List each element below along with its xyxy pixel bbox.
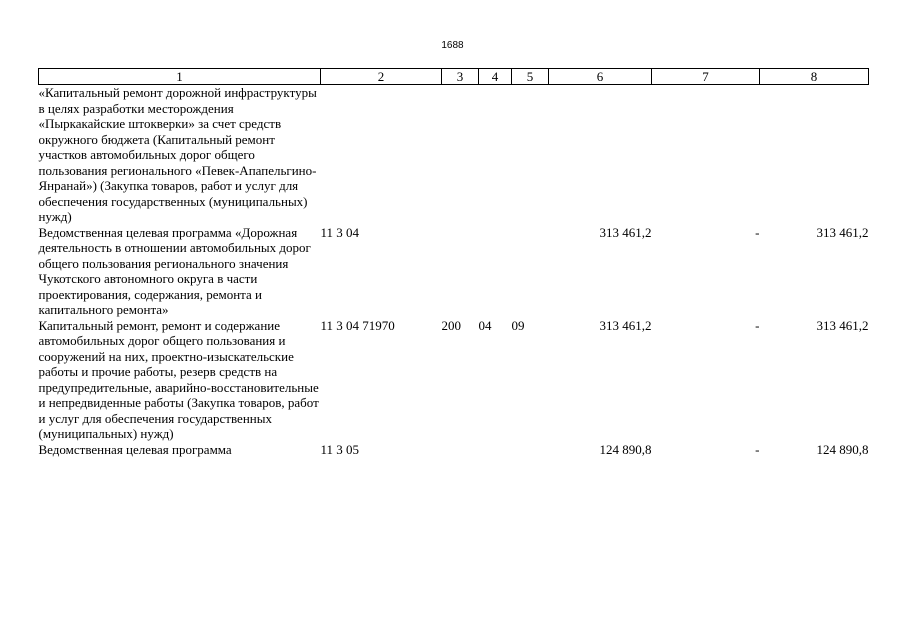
header-row xyxy=(39,69,869,85)
table-row xyxy=(39,225,869,318)
row-sum-col8-cell: 313 461,2 xyxy=(816,224,869,240)
column-header-2: 2 xyxy=(321,69,442,85)
row-code-cell: 11 3 05 xyxy=(320,441,360,457)
page-number: 1688 xyxy=(441,40,464,51)
row-sum-col6-cell xyxy=(549,85,652,225)
row-vr-cell xyxy=(442,225,479,318)
column-header-8: 8 xyxy=(760,69,869,85)
row-rz-cell xyxy=(479,85,512,225)
row-sum-col6-cell: 124 890,8 xyxy=(599,441,652,457)
table-row xyxy=(39,442,869,458)
column-header-6: 6 xyxy=(549,69,652,85)
row-pr-cell xyxy=(512,442,549,458)
row-rz-cell: 04 xyxy=(478,317,492,333)
row-name-cell: Капитальный ремонт, ремонт и содержание автомобильных дорог общего пользования и сооружений на них, проектно-изыскательские работы и прочие работы, резерв средств на предупредительные, аварийно-восстановительные и непредвиденные работы (Закупка товаров, работ и услуг для обеспечения государственных (муниципальных) нужд) xyxy=(38,317,319,441)
row-code-cell: 11 3 04 xyxy=(320,224,360,240)
budget-table xyxy=(38,68,869,457)
row-sum-col7-cell: - xyxy=(755,441,760,457)
row-code-cell xyxy=(321,85,442,225)
column-header-1: 1 xyxy=(39,69,321,85)
row-code-cell: 11 3 04 71970 xyxy=(320,317,395,333)
row-pr-cell: 09 xyxy=(511,317,525,333)
column-header-3: 3 xyxy=(442,69,479,85)
row-name-cell: Ведомственная целевая программа xyxy=(38,441,232,457)
row-rz-cell xyxy=(479,225,512,318)
row-sum-col7-cell: - xyxy=(755,224,760,240)
column-header-4: 4 xyxy=(479,69,512,85)
row-vr-cell xyxy=(442,85,479,225)
row-sum-col8-cell: 313 461,2 xyxy=(816,317,869,333)
column-header-7: 7 xyxy=(652,69,760,85)
row-vr-cell xyxy=(442,442,479,458)
row-sum-col7-cell: - xyxy=(755,317,760,333)
row-sum-col6-cell: 313 461,2 xyxy=(599,317,652,333)
table-row xyxy=(39,318,869,442)
row-sum-col8-cell: 124 890,8 xyxy=(816,441,869,457)
row-pr-cell xyxy=(512,225,549,318)
table-row xyxy=(39,85,869,225)
row-rz-cell xyxy=(479,442,512,458)
row-name-cell: Ведомственная целевая программа «Дорожная деятельность в отношении автомобильных дорог общего пользования регионального значения Чукотского автономного округа в части проектирования, содержания, ремонта и капитального ремонта» xyxy=(38,224,311,317)
row-sum-col7-cell xyxy=(652,85,760,225)
row-name-cell: «Капитальный ремонт дорожной инфраструктуры в целях разработки месторождения «Пыркакайские штокверки» за счет средств окружного бюджета (Капитальный ремонт участков автомобильных дорог общего пользования регионального «Певек-Апапельгино-Янранай») (Закупка товаров, работ и услуг для обеспечения государственных (муниципальных) нужд) xyxy=(38,85,317,224)
row-pr-cell xyxy=(512,85,549,225)
row-sum-col8-cell xyxy=(760,85,869,225)
row-sum-col6-cell: 313 461,2 xyxy=(599,224,652,240)
column-header-5: 5 xyxy=(512,69,549,85)
row-vr-cell: 200 xyxy=(441,317,461,333)
